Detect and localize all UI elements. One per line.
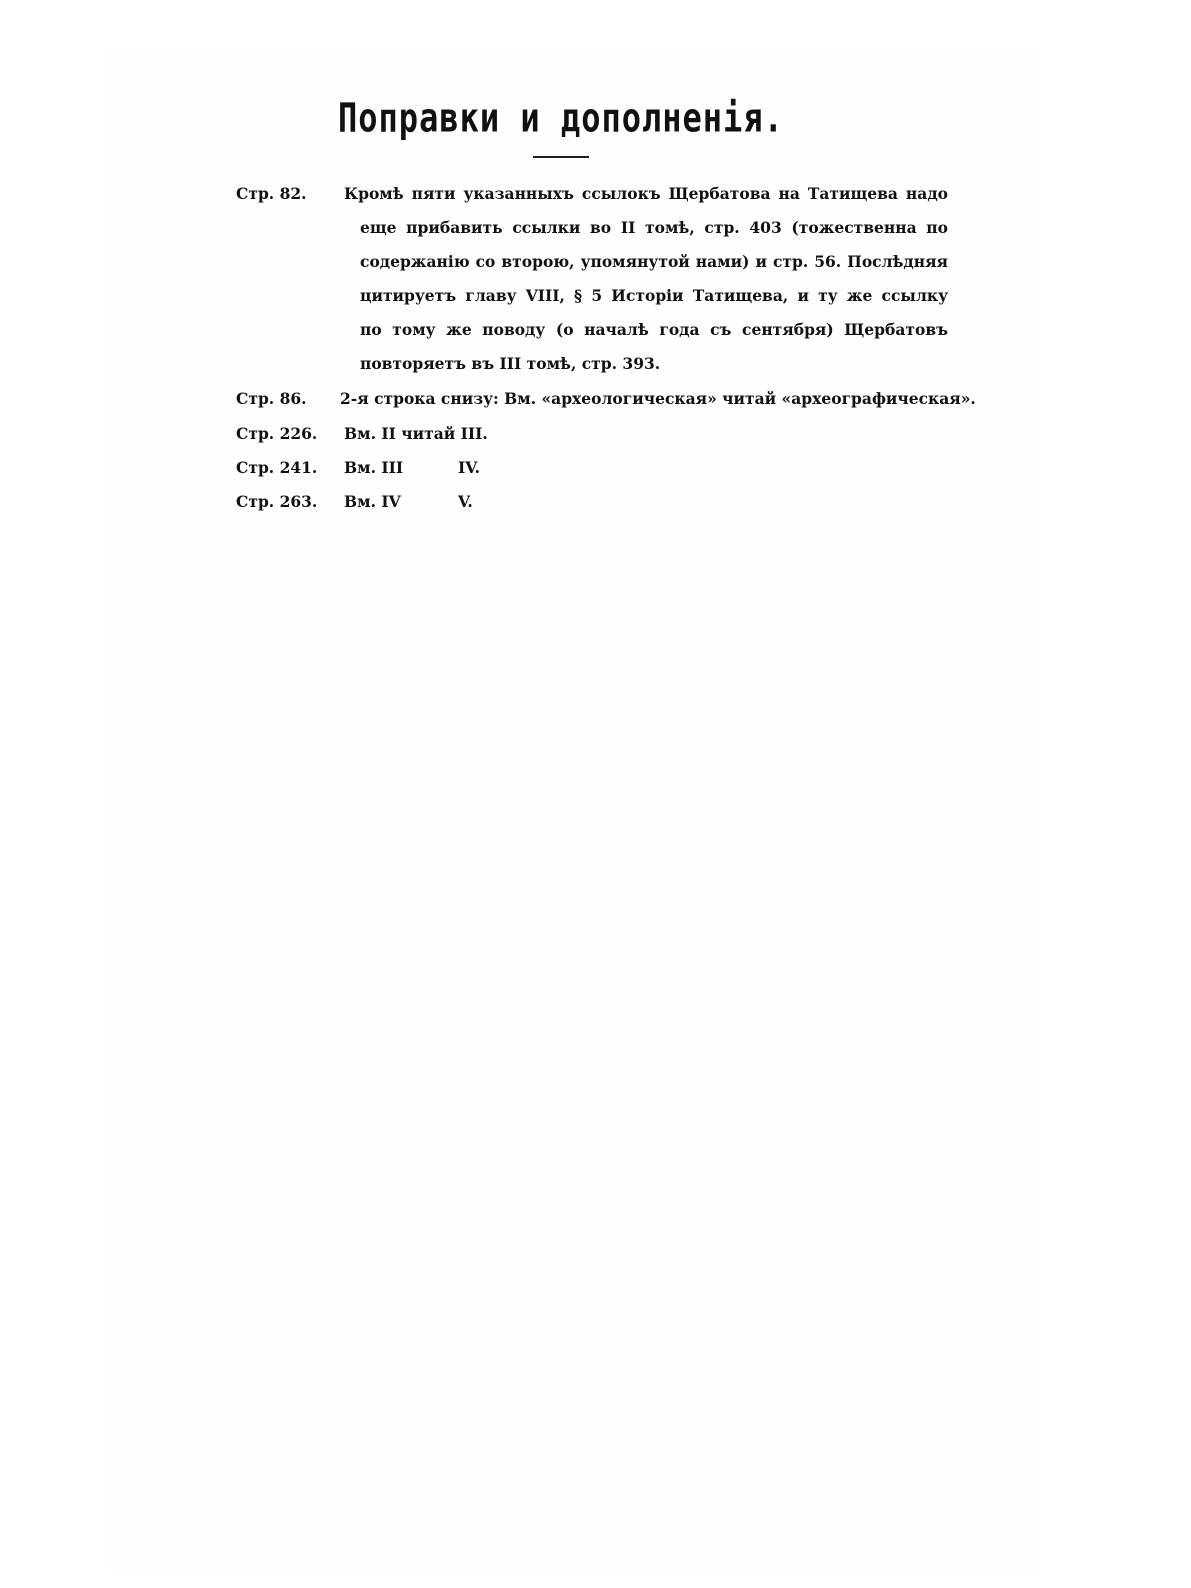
- correction-text: 2-я строка снизу: Вм. «археологическая» читай «археографическая».: [340, 389, 976, 408]
- paragraph-line: по тому же поводу (о началѣ года съ сентября) Щербатовъ: [360, 320, 948, 339]
- title-divider: [533, 156, 589, 158]
- correction-text: Вм. IV: [344, 492, 401, 511]
- correction-read-value: V.: [458, 492, 473, 511]
- paragraph-line: содержанію со второю, упомянутой нами) и стр. 56. Послѣдняя: [360, 252, 948, 271]
- correction-text: Вм. III: [344, 458, 404, 477]
- page-reference: Стр. 263.: [236, 492, 318, 511]
- page-reference: Стр. 82.: [236, 184, 307, 203]
- correction-text: Вм. II читай III.: [344, 424, 488, 443]
- page-title: Поправки и дополненія.: [338, 94, 784, 142]
- correction-read-value: IV.: [458, 458, 480, 477]
- correction-paragraph: [344, 184, 948, 388]
- paragraph-line: цитируетъ главу VIII, § 5 Исторіи Татищева, и ту же ссылку: [360, 286, 948, 305]
- page-reference: Стр. 226.: [236, 424, 318, 443]
- page-reference: Стр. 241.: [236, 458, 318, 477]
- page-reference: Стр. 86.: [236, 389, 307, 408]
- paragraph-line: Кромѣ пяти указанныхъ ссылокъ Щербатова на Татищева надо: [344, 184, 948, 203]
- paragraph-line: еще прибавить ссылки во II томѣ, стр. 403 (тожественна по: [360, 218, 948, 237]
- paragraph-line: повторяетъ въ III томѣ, стр. 393.: [360, 354, 661, 373]
